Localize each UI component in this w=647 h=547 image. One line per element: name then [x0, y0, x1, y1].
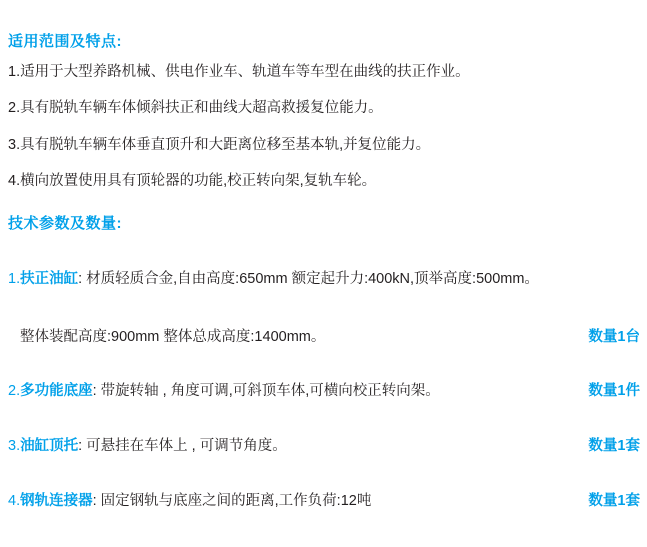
scope-list — [8, 64, 638, 210]
list-item — [8, 173, 638, 190]
spec-row-name: 钢轨连接器 — [20, 492, 93, 509]
spec-row-quantity: 数量1套 — [588, 437, 640, 454]
scope-item-text: 适用于大型养路机械、供电作业车、轨道车等车型在曲线的扶正作业。 — [20, 64, 470, 80]
spec-row-name: 油缸顶托 — [20, 437, 79, 454]
list-item — [8, 100, 638, 117]
scope-section-title: 适用范围及特点: — [8, 33, 122, 50]
scope-item-text: 横向放置使用具有顶轮器的功能,校正转向架,复轨车轮。 — [20, 173, 377, 190]
spec-row-number: 2. — [8, 382, 21, 399]
list-item — [8, 64, 638, 81]
spec-row-support — [8, 437, 640, 456]
spec-row-name: 扶正油缸 — [20, 271, 79, 287]
spec-row-quantity: 数量1台 — [588, 328, 640, 345]
spec-row-separator: : — [92, 492, 97, 509]
spec-row-name: 多功能底座 — [20, 382, 93, 399]
spec-row-description: 整体装配高度:900mm 整体总成高度:1400mm。 — [20, 328, 326, 345]
spec-row-cylinder — [8, 270, 640, 289]
spec-row-separator: : — [92, 382, 97, 399]
scope-item-number: 2. — [8, 100, 21, 117]
scope-item-number: 3. — [8, 136, 21, 153]
spec-row-connector — [8, 492, 640, 511]
specs-list — [8, 270, 640, 510]
spec-row-description: 材质轻质合金,自由高度:650mm 额定起升力:400kN,顶举高度:500mm。 — [82, 271, 539, 287]
scope-item-number: 4. — [8, 173, 21, 190]
specs-section-title: 技术参数及数量: — [8, 215, 122, 232]
scope-item-text: 具有脱轨车辆车体垂直顶升和大距离位移至基本轨,并复位能力。 — [20, 136, 431, 153]
spec-row-number: 1. — [8, 271, 21, 287]
spec-row-description: 带旋转轴 , 角度可调,可斜顶车体,可横向校正转向架。 — [96, 382, 440, 399]
scope-item-number: 1. — [8, 64, 21, 80]
spec-row-cylinder-continued — [8, 325, 640, 346]
spec-row-description: 可悬挂在车体上 , 可调节角度。 — [82, 437, 287, 454]
spec-row-separator: : — [78, 437, 83, 454]
spec-row-quantity: 数量1套 — [588, 492, 640, 509]
spec-row-quantity: 数量1件 — [588, 382, 640, 399]
list-item — [8, 137, 638, 154]
spec-row-number: 4. — [8, 492, 21, 509]
spec-row-description: 固定钢轨与底座之间的距离,工作负荷:12吨 — [96, 492, 372, 509]
scope-item-text: 具有脱轨车辆车体倾斜扶正和曲线大超高救援复位能力。 — [20, 100, 383, 117]
spec-row-base — [8, 382, 640, 401]
spec-row-separator: : — [78, 271, 83, 287]
spec-row-number: 3. — [8, 437, 21, 454]
